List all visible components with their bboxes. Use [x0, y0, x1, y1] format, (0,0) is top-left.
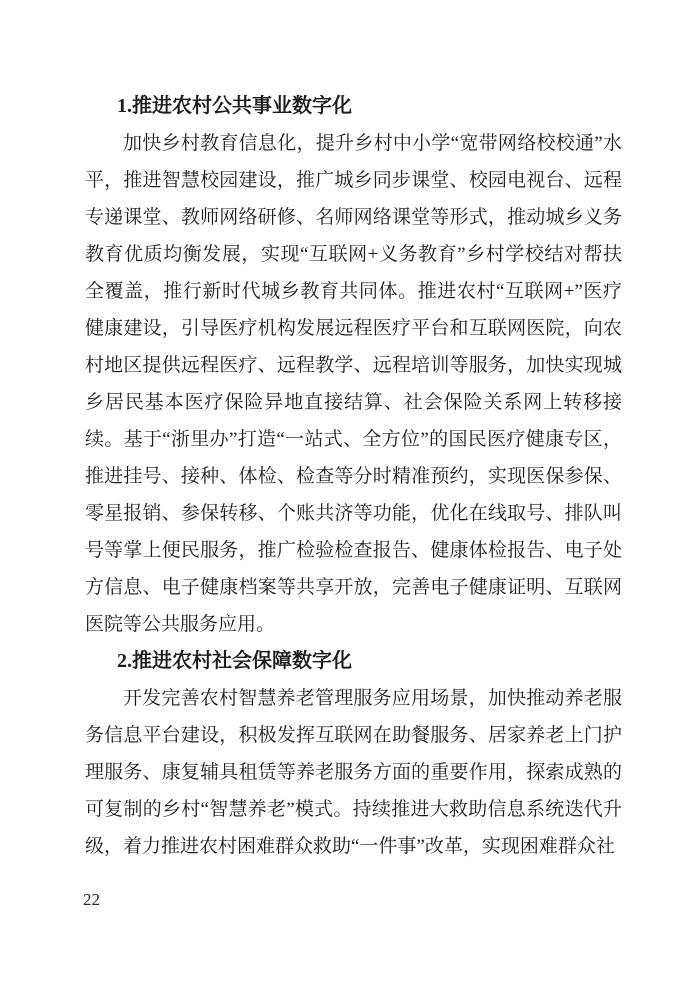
page-number: 22 — [83, 890, 100, 909]
page-content — [85, 88, 622, 865]
section-paragraph-public-services: 加快乡村教育信息化，提升乡村中小学“宽带网络校校通”水平，推进智慧校园建设，推广城乡同步课堂、校园电视台、远程专递课堂、教师网络研修、名师网络课堂等形式，推动城乡义务教育优质均衡发展，实现“互联网+义务教育”乡村学校结对帮扶全覆盖，推行新时代城乡教育共同体。推进农村“互联网+”医疗健康建设，引导医疗机构发展远程医疗平台和互联网医院，向农村地区提供远程医疗、远程教学、远程培训等服务，加快实现城乡居民基本医疗保险异地直接结算、社会保险关系网上转移接续。基于“浙里办”打造“一站式、全方位”的国民医疗健康专区，推进挂号、接种、体检、检查等分时精准预约，实现医保参保、零星报销、参保转移、个账共济等功能，优化在线取号、排队叫号等掌上便民服务，推广检验检查报告、健康体检报告、电子处方信息、电子健康档案等共享开放，完善电子健康证明、互联网医院等公共服务应用。 — [85, 133, 622, 635]
section-heading-social-security: 2.推进农村社会保障数字化 — [117, 650, 352, 672]
section-paragraph-social-security: 开发完善农村智慧养老管理服务应用场景，加快推动养老服务信息平台建设，积极发挥互联网在助餐服务、居家养老上门护理服务、康复辅具租赁等养老服务方面的重要作用，探索成熟的可复制的乡村“智慧养老”模式。持续推进大救助信息系统迭代升级，着力推进农村困难群众救助“一件事”改革，实现困难群众社 — [85, 688, 622, 857]
section-heading-public-services: 1.推进农村公共事业数字化 — [117, 95, 352, 117]
